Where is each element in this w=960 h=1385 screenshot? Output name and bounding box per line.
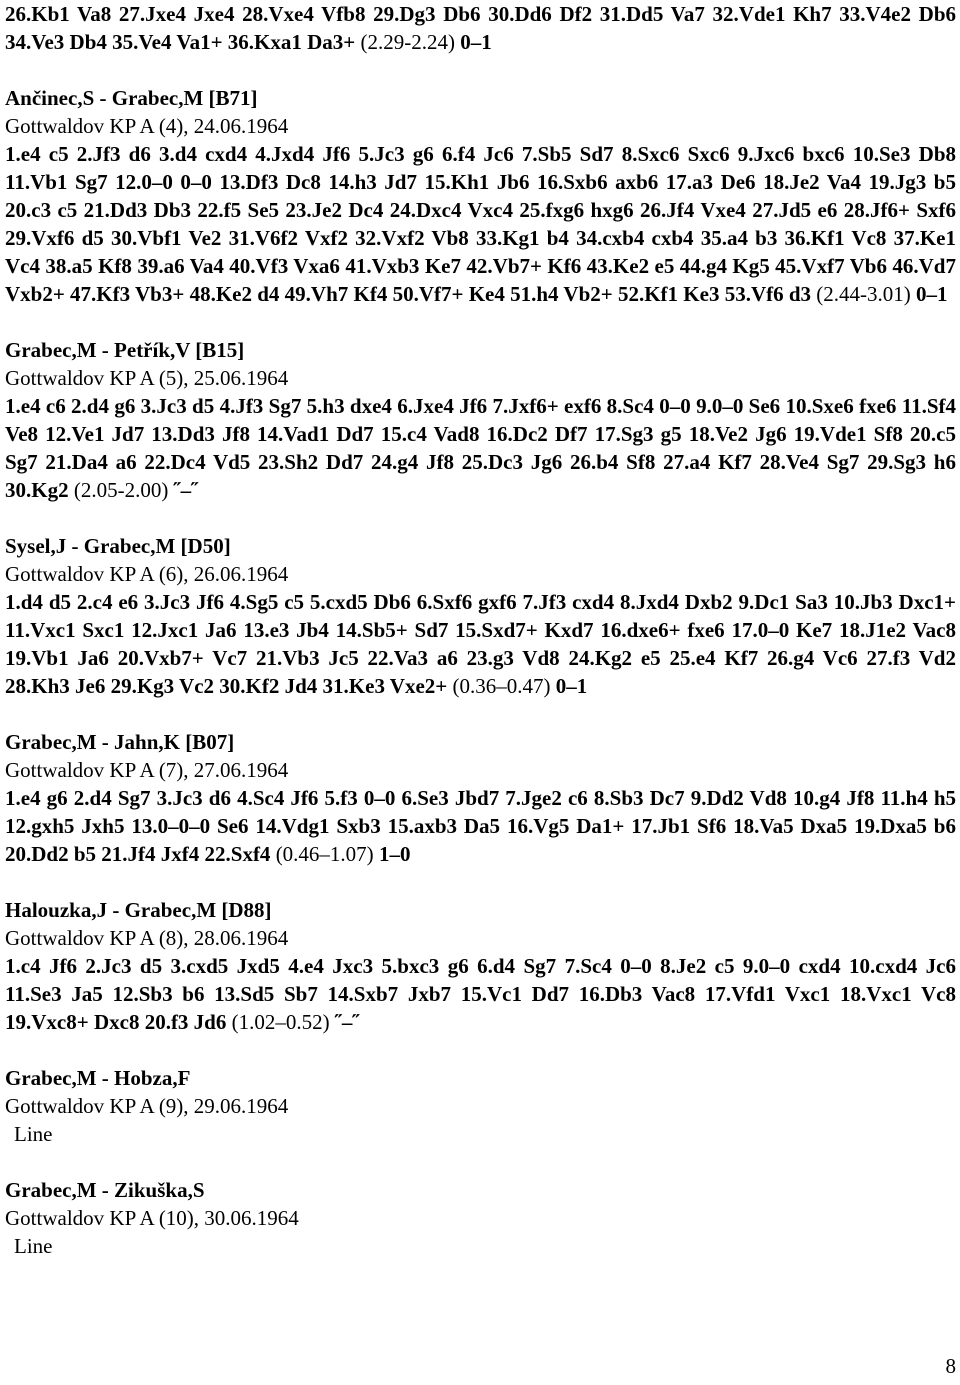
move-text: 1.d4 d5 2.c4 e6 3.Jc3 Jf6 4.Sg5 c5 5.cxd5 Db6 6.Sxf6 gxf6 7.Jf3 cxd4 8.Jxd4 Dxb2 9.Dc1 Sa3 10.Jb3 Dxc1+ 11.Vxc1 Sxc1 12.Jxc1 Ja6 13.e3 Jb4 14.Sb5+ Sd7 15.Sxd7+ Kxd7 16.dxe6+ fxe6 17.0–0 Ke7 18.J1e2 Vac8 19.Vb1 Ja6 20.Vxb7+ Vc7 21.Vb3 Jc5 22.Va3 a6 23.g3 Vd8 24.Kg2 e5 25.e4 Kf7 26.g4 Vc6 27.f3 Vd2 28.Kh3 Je6 29.Kg3 Vc2 30.Kf2 Jd4 31.Ke3 Vxe2+ — [5, 590, 956, 698]
game-record — [5, 84, 956, 308]
game-moves — [5, 784, 956, 868]
game-result: 0–1 — [916, 282, 948, 306]
game-moves — [5, 588, 956, 700]
spacer — [5, 700, 956, 728]
clock-times: (2.44-3.01) — [816, 282, 911, 306]
game-header: Sysel,J - Grabec,M [D50] — [5, 534, 231, 558]
game-event: Gottwaldov KP A (5), 25.06.1964 — [5, 366, 289, 390]
intro-game-continuation — [5, 0, 956, 56]
game-moves — [5, 0, 956, 56]
game-header: Halouzka,J - Grabec,M [D88] — [5, 898, 272, 922]
game-result: 0–1 — [460, 30, 492, 54]
game-moves — [5, 952, 956, 1036]
game-record — [5, 1064, 956, 1148]
game-event: Gottwaldov KP A (8), 28.06.1964 — [5, 926, 289, 950]
game-result: ˝–˝ — [173, 478, 199, 502]
clock-times: (0.36–0.47) — [452, 674, 551, 698]
spacer — [5, 1036, 956, 1064]
game-note: Line — [14, 1122, 53, 1146]
game-record — [5, 1176, 956, 1260]
game-event: Gottwaldov KP A (7), 27.06.1964 — [5, 758, 289, 782]
move-text: 1.e4 c5 2.Jf3 d6 3.d4 cxd4 4.Jxd4 Jf6 5.Jc3 g6 6.f4 Jc6 7.Sb5 Sd7 8.Sxc6 Sxc6 9.Jxc6 bxc6 10.Se3 Db8 11.Vb1 Sg7 12.0–0 0–0 13.Df3 Dc8 14.h3 Jd7 15.Kh1 Jb6 16.Sxb6 axb6 17.a3 De6 18.Je2 Va4 19.Jg3 b5 20.c3 c5 21.Dd3 Db3 22.f5 Se5 23.Je2 Dc4 24.Dxc4 Vxc4 25.fxg6 hxg6 26.Jf4 Vxe4 27.Jd5 e6 28.Jf6+ Sxf6 29.Vxf6 d5 30.Vbf1 Ve2 31.V6f2 Vxf2 32.Vxf2 Vb8 33.Kg1 b4 34.cxb4 cxb4 35.a4 b3 36.Kf1 Vc8 37.Ke1 Vc4 38.a5 Kf8 39.a6 Va4 40.Vf3 Vxa6 41.Vxb3 Ke7 42.Vb7+ Kf6 43.Ke2 e5 44.g4 Kg5 45.Vxf7 Vb6 46.Vd7 Vxb2+ 47.Kf3 Vb3+ 48.Ke2 d4 49.Vh7 Kf4 50.Vf7+ Ke4 51.h4 Vb2+ 52.Kf1 Ke3 53.Vf6 d3 — [5, 142, 956, 306]
game-header: Grabec,M - Jahn,K [B07] — [5, 730, 235, 754]
game-result: 0–1 — [555, 674, 588, 698]
move-text: 26.Kb1 Va8 27.Jxe4 Jxe4 28.Vxe4 Vfb8 29.Dg3 Db6 30.Dd6 Df2 31.Dd5 Va7 32.Vde1 Kh7 33.V4e2 Db6 34.Ve3 Db4 35.Ve4 Va1+ 36.Kxa1 Da3+ — [5, 2, 956, 54]
document-body — [5, 0, 956, 1260]
game-event: Gottwaldov KP A (4), 24.06.1964 — [5, 114, 289, 138]
spacer — [5, 868, 956, 896]
game-note: Line — [14, 1234, 53, 1258]
spacer — [5, 56, 956, 84]
game-moves — [5, 140, 956, 308]
game-header: Grabec,M - Zikuška,S — [5, 1178, 205, 1202]
clock-times: (1.02–0.52) — [231, 1010, 330, 1034]
game-header: Grabec,M - Hobza,F — [5, 1066, 191, 1090]
game-record — [5, 728, 956, 868]
game-event: Gottwaldov KP A (6), 26.06.1964 — [5, 562, 289, 586]
move-text: 1.c4 Jf6 2.Jc3 d5 3.cxd5 Jxd5 4.e4 Jxc3 5.bxc3 g6 6.d4 Sg7 7.Sc4 0–0 8.Je2 c5 9.0–0 cxd4 10.cxd4 Jc6 11.Se3 Ja5 12.Sb3 b6 13.Sd5 Sb7 14.Sxb7 Jxb7 15.Vc1 Dd7 16.Db3 Vac8 17.Vfd1 Vxc1 18.Vxc1 Vc8 19.Vxc8+ Dxc8 20.f3 Jd6 — [5, 954, 956, 1034]
spacer — [5, 504, 956, 532]
game-moves — [5, 392, 956, 504]
spacer — [5, 308, 956, 336]
spacer — [5, 1148, 956, 1176]
game-result: ˝–˝ — [334, 1010, 360, 1034]
move-text: 1.e4 c6 2.d4 g6 3.Jc3 d5 4.Jf3 Sg7 5.h3 dxe4 6.Jxe4 Jf6 7.Jxf6+ exf6 8.Sc4 0–0 9.0–0 Se6 10.Sxe6 fxe6 11.Sf4 Ve8 12.Ve1 Jd7 13.Dd3 Jf8 14.Vad1 Dd7 15.c4 Vad8 16.Dc2 Df7 17.Sg3 g5 18.Ve2 Jg6 19.Vde1 Sf8 20.c5 Sg7 21.Da4 a6 22.Dc4 Vd5 23.Sh2 Dd7 24.g4 Jf8 25.Dc3 Jg6 26.b4 Sf8 27.a4 Kf7 28.Ve4 Sg7 29.Sg3 h6 30.Kg2 — [5, 394, 956, 502]
game-record — [5, 532, 956, 700]
game-event: Gottwaldov KP A (10), 30.06.1964 — [5, 1206, 299, 1230]
move-text: 1.e4 g6 2.d4 Sg7 3.Jc3 d6 4.Sc4 Jf6 5.f3 0–0 6.Se3 Jbd7 7.Jge2 c6 8.Sb3 Dc7 9.Dd2 Vd8 10.g4 Jf8 11.h4 h5 12.gxh5 Jxh5 13.0–0–0 Se6 14.Vdg1 Sxb3 15.axb3 Da5 16.Vg5 Da1+ 17.Jb1 Sf6 18.Va5 Dxa5 19.Dxa5 b6 20.Dd2 b5 21.Jf4 Jxf4 22.Sxf4 — [5, 786, 956, 866]
clock-times: (0.46–1.07) — [275, 842, 374, 866]
game-event: Gottwaldov KP A (9), 29.06.1964 — [5, 1094, 289, 1118]
clock-times: (2.29-2.24) — [360, 30, 455, 54]
page-number: 8 — [945, 1354, 956, 1378]
game-record — [5, 896, 956, 1036]
clock-times: (2.05-2.00) — [73, 478, 169, 502]
game-header: Grabec,M - Petřík,V [B15] — [5, 338, 245, 362]
game-result: 1–0 — [378, 842, 411, 866]
game-record — [5, 336, 956, 504]
game-header: Ančinec,S - Grabec,M [B71] — [5, 86, 258, 110]
